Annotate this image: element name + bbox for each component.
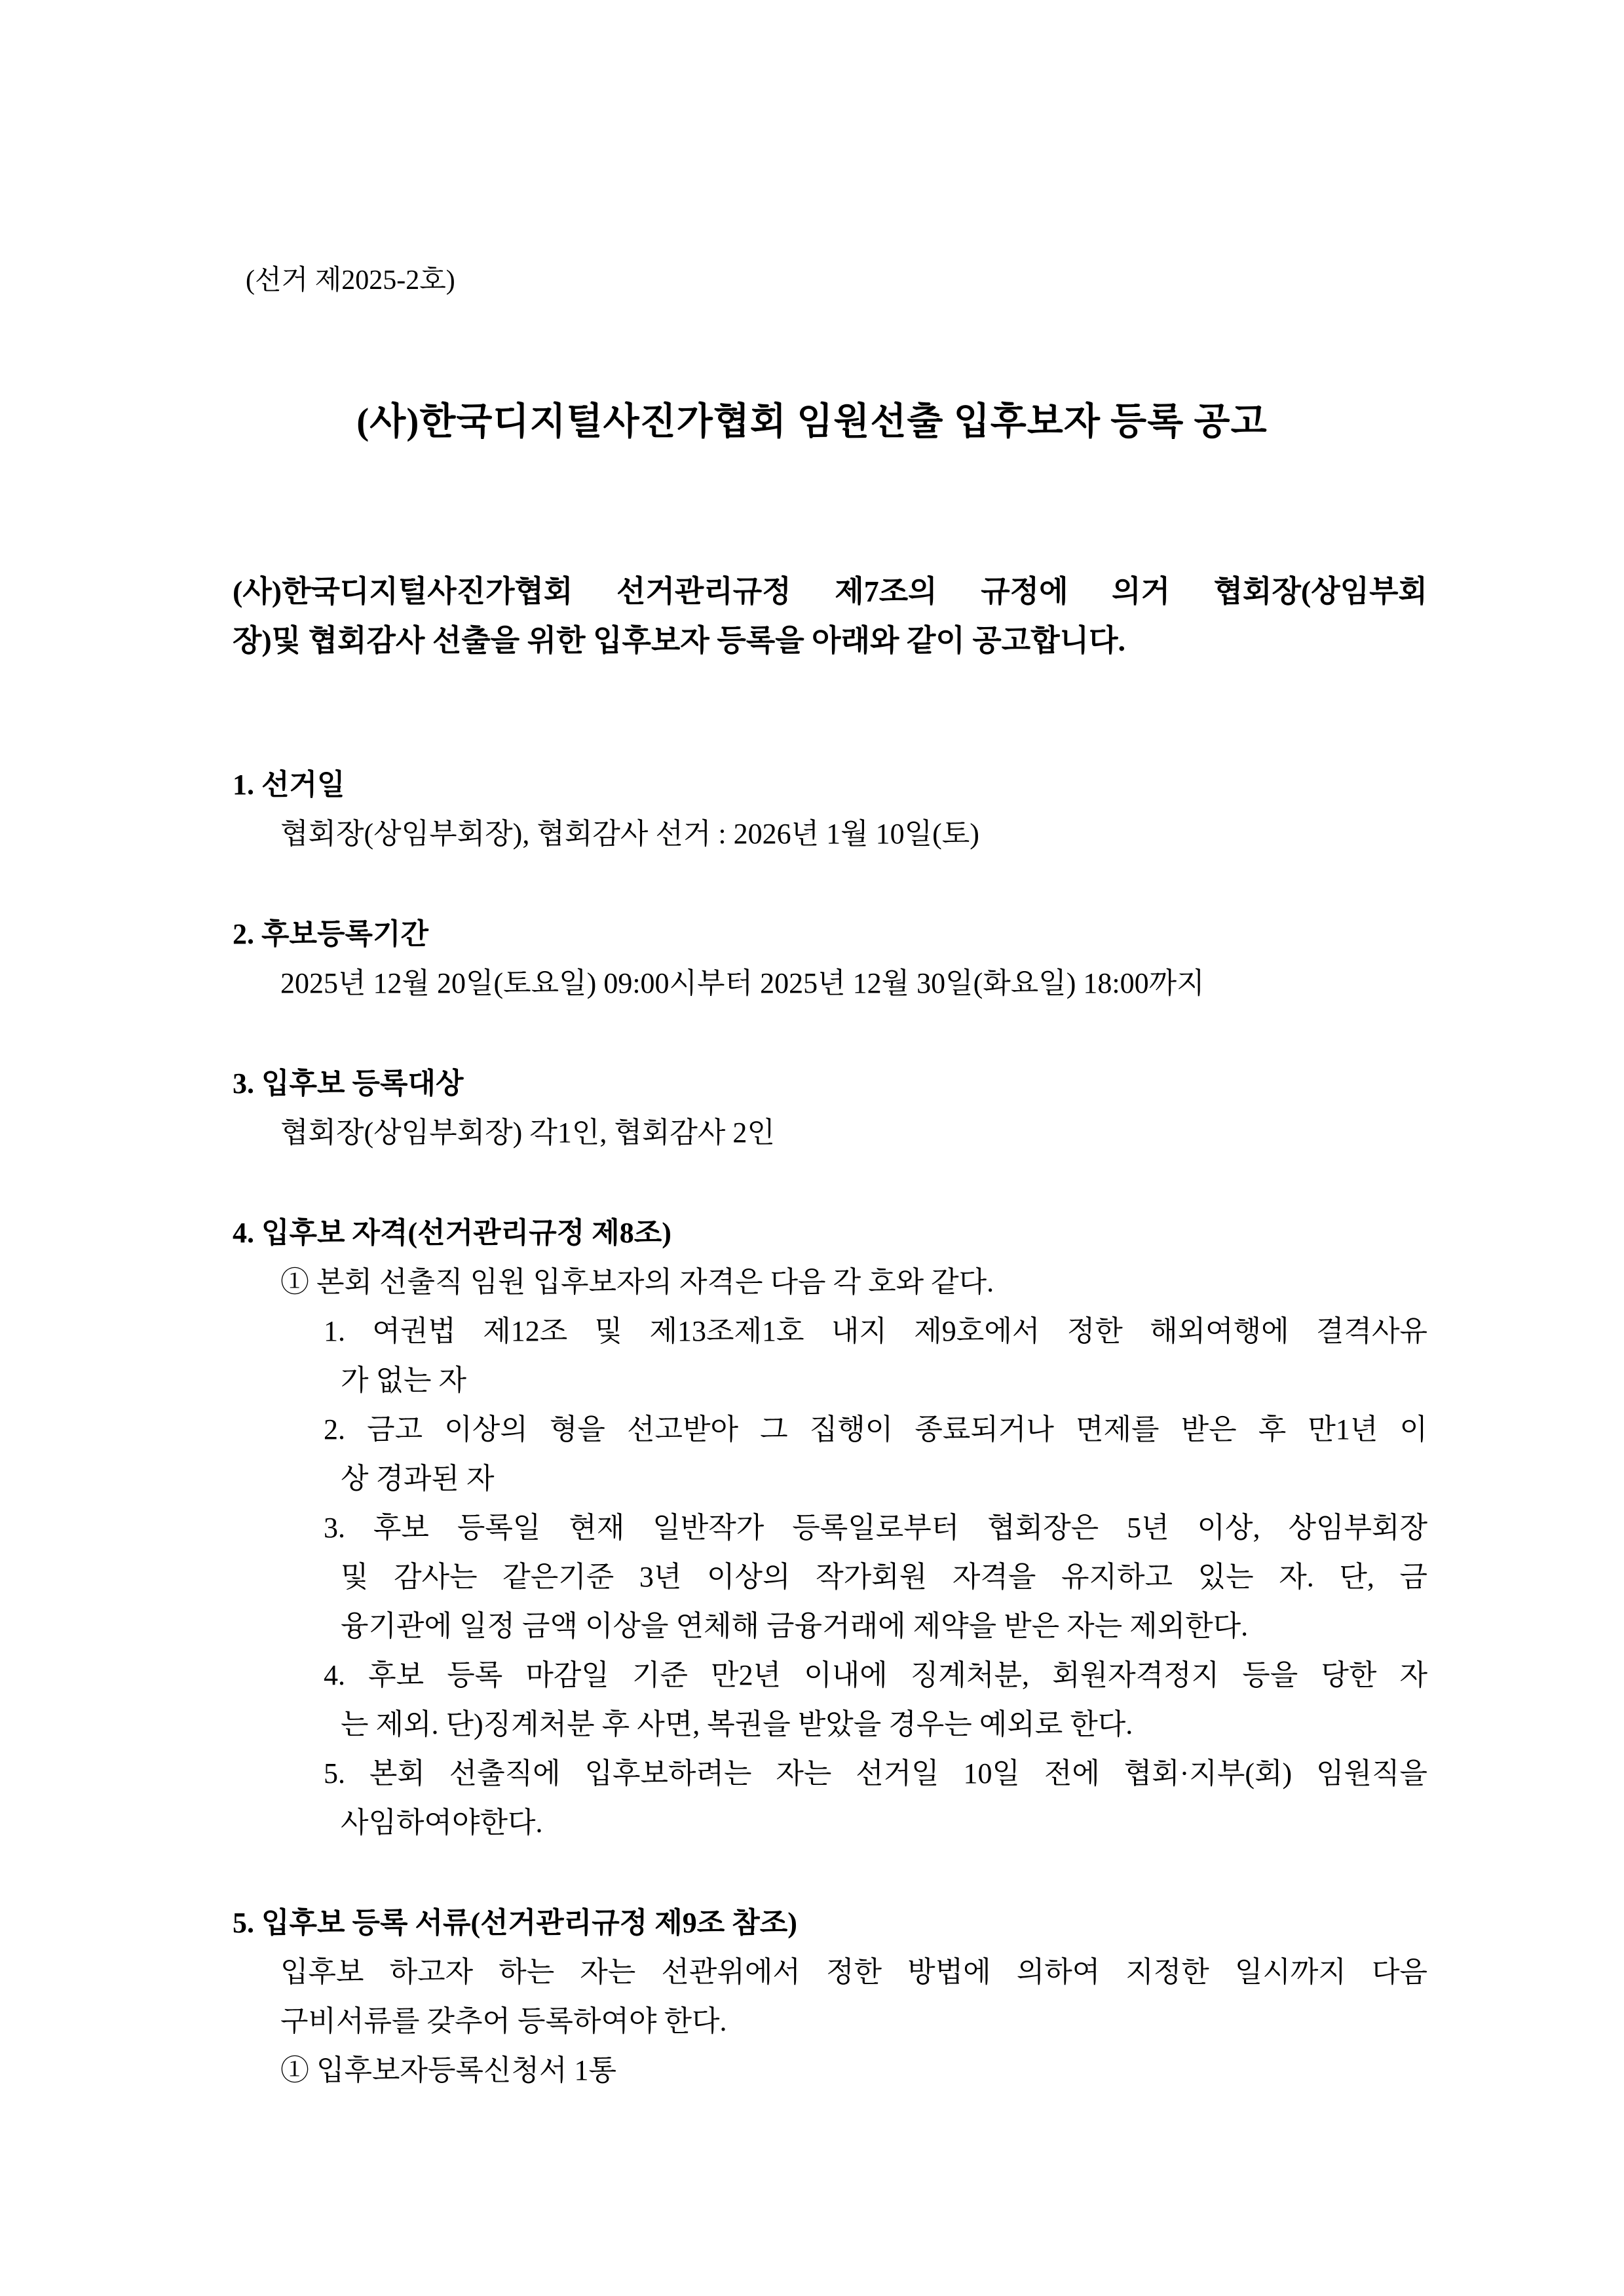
section-4-item-3-line-2: 및 감사는 같은기준 3년 이상의 작가회원 자격을 유지하고 있는 자. 단, 금 xyxy=(341,1561,1428,1593)
section-4-item-2-line-2: 상 경과된 자 xyxy=(341,1463,495,1495)
section-5-line-3: ① 입후보자등록신청서 1통 xyxy=(280,2054,617,2086)
section-5-line-2: 구비서류를 갖추어 등록하여야 한다. xyxy=(280,2005,727,2037)
section-4-item-1-line-1: 1. 여권법 제12조 및 제13조제1호 내지 제9호에서 정한 해외여행에 결격사유 xyxy=(324,1315,1427,1347)
section-4-item-5-line-2: 사임하여야한다. xyxy=(341,1807,543,1839)
section-2-heading: 2. 후보등록기간 xyxy=(233,918,429,950)
section-3-heading: 3. 입후보 등록대상 xyxy=(233,1067,464,1100)
section-4-item-1-line-2: 가 없는 자 xyxy=(341,1364,467,1396)
section-4-item-3-line-1: 3. 후보 등록일 현재 일반작가 등록일로부터 협회장은 5년 이상, 상임부회장 xyxy=(324,1512,1427,1544)
section-2-line: 2025년 12월 20일(토요일) 09:00시부터 2025년 12월 30일(화요일) 18:00까지 xyxy=(280,967,1205,999)
doc-number: (선거 제2025-2호) xyxy=(246,265,455,296)
intro-line-1: (사)한국디지털사진가협회 선거관리규정 제7조의 규정에 의거 협회장(상임부회 xyxy=(233,575,1427,608)
intro-line-2: 장)및 협회감사 선출을 위한 입후보자 등록을 아래와 같이 공고합니다. xyxy=(233,624,1126,657)
section-5-heading: 5. 입후보 등록 서류(선거관리규정 제9조 참조) xyxy=(233,1907,797,1939)
section-4-item-3-line-3: 융기관에 일정 금액 이상을 연체해 금융거래에 제약을 받은 자는 제외한다. xyxy=(341,1610,1249,1642)
section-3-line: 협회장(상임부회장) 각1인, 협회감사 2인 xyxy=(280,1117,775,1149)
section-4-item-2-line-1: 2. 금고 이상의 형을 선고받아 그 집행이 종료되거나 면제를 받은 후 만1년 이 xyxy=(324,1413,1427,1445)
section-4-item-4-line-1: 4. 후보 등록 마감일 기준 만2년 이내에 징계처분, 회원자격정지 등을 당한 자 xyxy=(324,1659,1427,1691)
page-title: (사)한국디지털사진가협회 임원선출 입후보자 등록 공고 xyxy=(356,401,1268,442)
section-4-clause: ① 본회 선출직 임원 입후보자의 자격은 다음 각 호와 같다. xyxy=(280,1266,994,1298)
section-1-line: 협회장(상임부회장), 협회감사 선거 : 2026년 1월 10일(토) xyxy=(280,818,979,850)
section-4-heading: 4. 입후보 자격(선거관리규정 제8조) xyxy=(233,1217,671,1249)
section-5-line-1: 입후보 하고자 하는 자는 선관위에서 정한 방법에 의하여 지정한 일시까지 다음 xyxy=(280,1956,1428,1988)
section-4-item-5-line-1: 5. 본회 선출직에 입후보하려는 자는 선거일 10일 전에 협회·지부(회) 임원직을 xyxy=(324,1757,1427,1789)
section-1-heading: 1. 선거일 xyxy=(233,769,345,801)
section-4-item-4-line-2: 는 제외. 단)징계처분 후 사면, 복권을 받았을 경우는 예외로 한다. xyxy=(341,1708,1133,1740)
